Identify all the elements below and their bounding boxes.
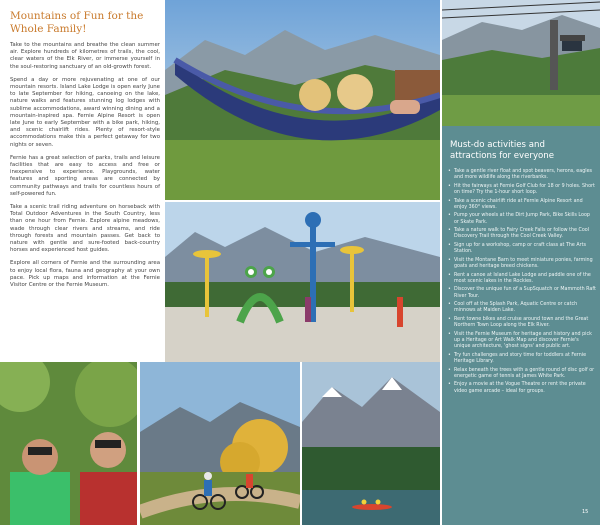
list-item: • Cool off at the Splash Park, Aquatic Centre or catch minnows at Maiden Lake. [448, 302, 596, 314]
photo-canoe-lake [302, 362, 440, 525]
list-item: • Relax beneath the trees with a gentle round of disc golf or energetic game of tennis at James White Park. [448, 368, 596, 380]
list-item: • Take a scenic chairlift ride at Fernie Alpine Resort and enjoy 360° views. [448, 199, 596, 211]
activities-title-line-2: attractions for everyone [450, 151, 555, 161]
page-number: 15 [582, 509, 589, 515]
list-item: • Discover the unique fun of a SupSquatch or Mammoth Raft River Tour. [448, 287, 596, 299]
title-line-1: Mountains of Fun for the [10, 10, 144, 22]
list-item: • Enjoy a movie at the Vogue Theatre or rent the private video game arcade – ideal for groups. [448, 382, 596, 394]
activities-title-line-1: Must-do activities and [450, 140, 545, 150]
list-item: • Take a gentle river float and spot beavers, herons, eagles and more wildlife along the riverbanks. [448, 169, 596, 181]
activities-title [450, 140, 595, 162]
list-item: • Visit the Fernie Museum for heritage and history and pick up a Heritage or Art Walk Map and discover Fernie's unique architecture, 'ghost signs' and public art. [448, 332, 596, 351]
activities-panel [442, 126, 600, 525]
photo-hammock [165, 0, 440, 200]
list-item: • Take a nature walk to Fairy Creek Falls or follow the Cool Discovery Trail through the Cool Creek Valley. [448, 228, 596, 240]
activities-list [448, 169, 596, 397]
paragraph-parks: Fernie has a great selection of parks, trails and leisure facilities that are easy to access and free or inexpensive to experience. Playgrounds, water features and sporting areas are connected by community pathways and trails for countless hours of self-powered fun. [10, 154, 160, 197]
list-item: • Rent a canoe at Island Lake Lodge and paddle one of the most scenic lakes in the Rockies. [448, 273, 596, 285]
photo-splash-park [165, 202, 440, 362]
photo-mountain-biking [140, 362, 300, 525]
paragraph-horseback: Take a scenic trail riding adventure on horseback with Total Outdoor Adventures in the South Country, less than one hour from Fernie. Explore alpine meadows, wade through clear rivers and streams, and ride through forests and mountain passes. Get back to nature with gentle and sure-footed back-country horses and experienced host guides. [10, 204, 160, 254]
list-item: • Try fun challenges and story time for toddlers at Fernie Heritage Library. [448, 353, 596, 365]
list-item: • Rent towne bikes and cruise around town and the Great Northern Town Loop along the Elk River. [448, 317, 596, 329]
list-item: • Sign up for a workshop, camp or craft class at The Arts Station. [448, 243, 596, 255]
paragraph-resorts: Spend a day or more rejuvenating at one of our mountain resorts. Island Lake Lodge is open early June to late September for hiking, canoeing on the lake, nature walks and features stunning log lodges with sublime accommodations, award winning dining and a mountain-inspired spa. Fernie Alpine Resort is open late June to early September with a bike park, hiking, and scenic chairlift rides. Plenty of resort-style accommodations make this a perfect getaway for two nights or seven. [10, 76, 160, 148]
photo-binoculars [0, 362, 137, 525]
list-item: • Visit the Montane Barn to meet miniature ponies, farming goats and heritage breed chickens. [448, 258, 596, 270]
list-item: • Pump your wheels at the Dirt Jump Park, Bike Skills Loop or Skate Park. [448, 213, 596, 225]
section-title [10, 10, 160, 36]
list-item: • Hit the fairways at Fernie Golf Club for 18 or 9 holes. Short on time? Try the 1-hour short loop. [448, 184, 596, 196]
photo-chairlift [442, 0, 600, 126]
paragraph-mountains: Take to the mountains and breathe the clean summer air. Explore hundreds of kilometres of trails, the cool, clear waters of the Elk River, or immerse yourself in the soul-restoring sanctuary of an old-growth forest. [10, 42, 160, 70]
paragraph-explore: Explore all corners of Fernie and the surrounding area to enjoy local flora, fauna and geography at your own pace. Pick up maps and information at the Fernie Visitor Centre or the Fernie Museum. [10, 260, 160, 289]
intro-text-column [10, 10, 160, 295]
title-line-2: Whole Family! [10, 23, 87, 35]
